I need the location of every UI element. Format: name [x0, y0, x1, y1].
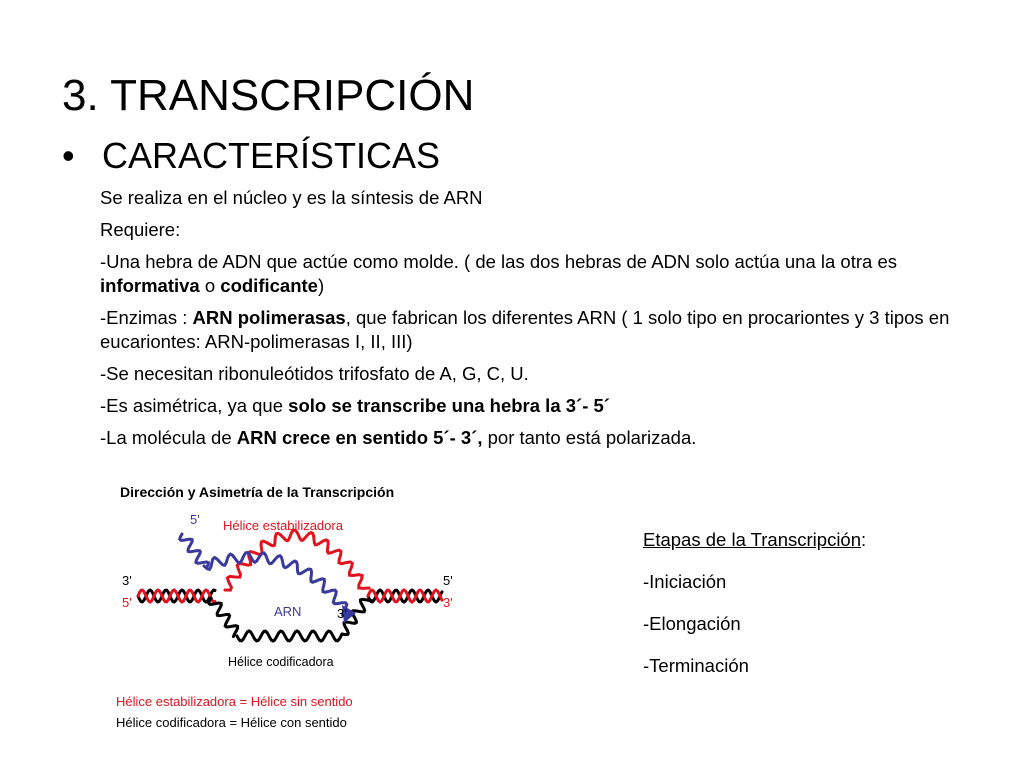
stage-item-termination: -Terminación [643, 655, 749, 676]
paragraph-text: o [199, 275, 221, 296]
paragraph-text: , que fabrican los diferentes ARN ( 1 solo tipo en procariontes y 3 tipos en eucariontes: ARN-polimerasas I, II, III) [100, 307, 950, 352]
paragraph-asymmetric [100, 394, 980, 418]
emphasis-direction: ARN crece en sentido 5´- 3´, [236, 427, 483, 448]
legend-coding: Hélice codificadora = Hélice con sentido [116, 715, 347, 730]
label-arn: ARN [274, 604, 302, 619]
label-5prime-right: 5' [443, 573, 453, 588]
emphasis-informativa: informativa [100, 275, 200, 296]
label-5prime-top: 5' [190, 512, 200, 527]
paragraph-dna-template [100, 250, 980, 298]
label-3prime-left: 3' [122, 573, 132, 588]
paragraph-text: por tanto está polarizada. [482, 427, 697, 448]
rna-5prime-tail [180, 534, 209, 568]
legend-stabilizing: Hélice estabilizadora = Hélice sin sentido [116, 694, 353, 709]
paragraph-text: ) [317, 275, 325, 296]
stages-heading-colon: : [861, 529, 867, 550]
paragraph-enzymes [100, 306, 980, 354]
label-3prime-arn: 3' [337, 606, 347, 621]
coding-strand-arc-bottom [237, 631, 342, 641]
stages-heading-text: Etapas de la Transcripción [643, 529, 862, 550]
label-3prime-right: 3' [443, 595, 453, 610]
stabilizing-strand-arc [225, 530, 369, 590]
transcription-stages [643, 528, 866, 696]
paragraph-ribonucleotides [100, 362, 980, 386]
diagram-title: Dirección y Asimetría de la Transcripción [120, 484, 395, 500]
characteristics-list [100, 186, 980, 458]
paragraph-text: -Se necesitan ribonuleótidos trifosfato de A, G, C, U. [100, 363, 529, 384]
paragraph-text: Se realiza en el núcleo y es la síntesis de ARN [100, 187, 483, 208]
paragraph-text: -La molécula de [100, 427, 237, 448]
paragraph-text: -Es asimétrica, ya que [100, 395, 289, 416]
emphasis-one-strand: solo se transcribe una hebra la 3´- 5´ [288, 395, 610, 416]
label-helice-codificadora: Hélice codificadora [228, 655, 334, 669]
section-heading: CARACTERÍSTICAS [102, 135, 441, 176]
label-helice-estabilizadora: Hélice estabilizadora [223, 518, 343, 533]
paragraph-requires [100, 218, 980, 242]
page-title: 3. TRANSCRIPCIÓN [62, 71, 475, 120]
stages-heading [643, 528, 866, 552]
paragraph-text: -Una hebra de ADN que actúe como molde. ( de las dos hebras de ADN solo actúa una la otra es [100, 251, 897, 272]
coding-strand-arc-left [209, 598, 238, 637]
bullet-marker: • [62, 135, 75, 176]
stage-item-initiation: -Iniciación [643, 571, 727, 592]
transcription-diagram [110, 478, 470, 738]
stage-item-elongation: -Elongación [643, 613, 741, 634]
emphasis-codificante: codificante [220, 275, 318, 296]
paragraph-polarized [100, 426, 980, 450]
paragraph-nucleus [100, 186, 980, 210]
label-5prime-left: 5' [122, 595, 132, 610]
paragraph-text: -Enzimas : [100, 307, 193, 328]
paragraph-text: Requiere: [100, 219, 181, 240]
emphasis-arn-polimerasas: ARN polimerasas [192, 307, 346, 328]
